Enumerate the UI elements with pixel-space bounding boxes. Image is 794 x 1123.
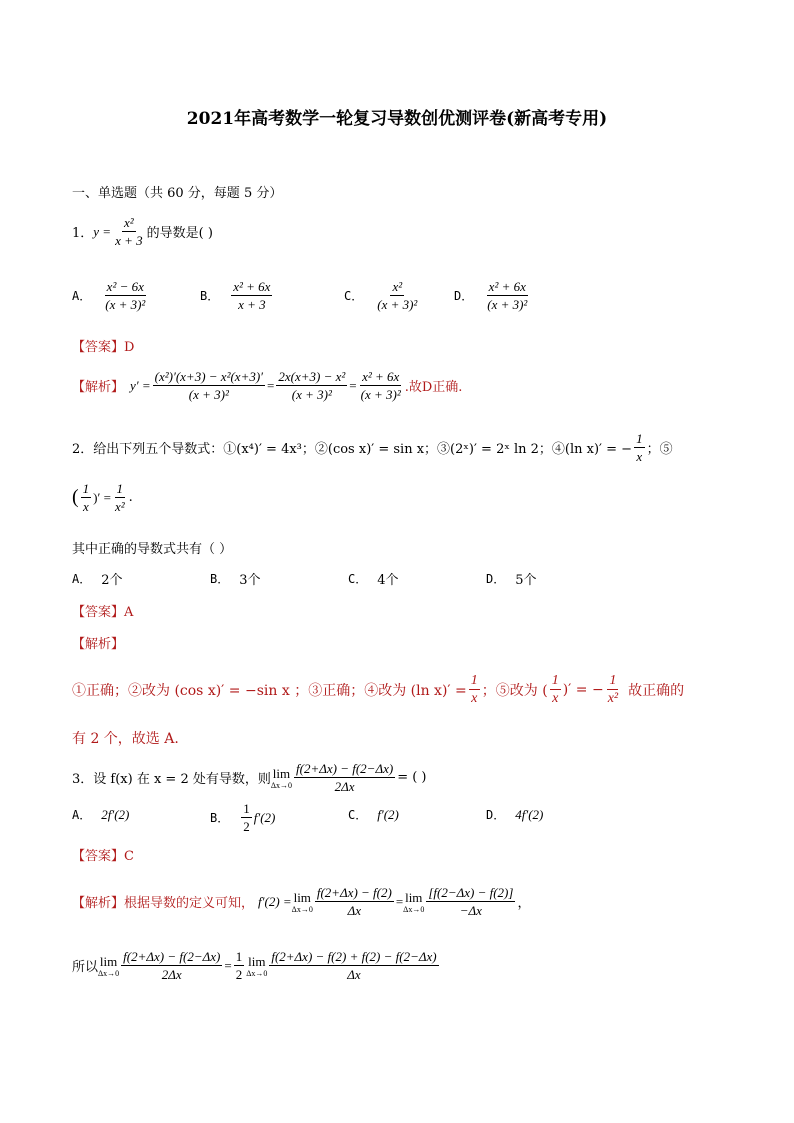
analysis-text: ①正确；②改为 (cos x)′ = −sin x ；③正确；④改为 (ln x)′ = [72,682,467,699]
lim-subscript: Δx→0 [291,904,313,914]
option-label: A． [72,572,92,586]
denominator: 2 [243,819,250,834]
analysis-tail: .故D正确. [404,380,463,395]
option-label: D． [486,572,506,586]
q1-option-b[interactable] [200,278,274,313]
question-3 [72,760,427,795]
denominator: x [552,691,559,706]
answer-value: A [124,605,134,620]
analysis-fraction-1 [315,884,394,919]
numerator: 1 [235,949,243,964]
so-text: 所以 [72,960,99,975]
analysis-fraction-3 [359,368,403,403]
numerator: f(2+Δx) − f(2−Δx) [123,949,221,964]
numerator: x² + 6x [362,369,400,384]
q2-analysis-line-2: 有 2 个，故选 A. [72,731,179,747]
analysis-label: 【解析】 [72,380,125,395]
answer-value: C [124,849,134,864]
q2-analysis-line-1 [72,672,684,707]
option-label: A． [72,289,92,303]
q2-mid: )′ = [93,489,111,505]
option-label: B． [200,289,220,303]
q1-option-c[interactable] [344,278,421,313]
analysis-fraction-2 [276,368,347,403]
equals: = [224,957,232,973]
option-text: f′(2) [253,809,276,825]
limit-operator [403,890,424,914]
numerator: 1 [470,673,478,688]
numerator: [f(2−Δx) − f(2)] [428,885,514,900]
option-text: 3个 [239,573,261,588]
option-numerator: x² [392,279,403,294]
q2-fraction [634,430,645,465]
option-label: B． [210,572,230,586]
option-label: C． [348,808,368,822]
lim-subscript: Δx→0 [246,968,268,978]
denominator: x² [607,691,619,706]
numerator: (x²)′(x+3) − x²(x+3)′ [154,369,264,384]
limit-operator [246,954,267,978]
answer-label: 【答案】 [72,849,125,864]
option-fraction [231,278,272,313]
denominator: Δx [347,967,361,982]
q2-line1-end: ；⑤ [646,442,673,457]
sum-fraction-1 [121,948,222,983]
q3-fraction [294,760,395,795]
q1-answer [72,336,134,355]
q1-fraction [113,214,145,249]
q3-option-d[interactable] [486,806,543,823]
derivative-lhs: f′(2) = [258,893,292,909]
denominator: x [83,499,89,514]
q3-stem: 3．设 f(x) 在 x = 2 处有导数，则 [72,772,271,787]
denominator: x [636,449,643,464]
option-label: A． [72,808,92,822]
q1-option-a[interactable] [72,278,149,313]
numerator: f(2+Δx) − f(2) + f(2) − f(2−Δx) [271,949,437,964]
numerator: 1 [116,481,124,496]
option-numerator: x² − 6x [106,279,144,294]
analysis-label: 【解析】 [72,896,125,911]
answer-value: D [124,340,135,355]
analysis-lhs: y′ = [130,377,151,393]
numerator: 1 [609,673,617,688]
option-text: 2个 [101,573,123,588]
numerator: 1 [243,801,250,816]
q1-stem: 的导数是( ) [146,226,213,241]
q1-analysis: 【解析】 y′ = $\frac{\text{(x²)′(x+3) − x²(x+3)′}}{\text{(x + 3)²}}$ = $\frac{\text{2x(x+3) − x²}}{\text{(x + 3)²}}$ = $\frac{\text{x² + 6x}}{\text{(x + 3)²}}$ .故D正确. [72,369,463,402]
q2-line2-end: . [128,490,133,505]
q2-statements: 2．给出下列五个导数式：①(x⁴)′ = 4x³；②(cos x)′ = sin x；③(2ˣ)′ = 2ˣ ln 2；④(ln x)′ = − [72,442,633,457]
option-fraction [375,278,419,313]
q1-y-eq: y = [93,223,112,239]
denominator: Δx [347,903,362,918]
q1-option-d[interactable] [454,278,531,313]
lim-text: lim [405,889,423,905]
lim-text: lim [248,953,266,969]
q3-post: = ( ) [397,770,427,785]
limit-operator [98,954,119,978]
limit-operator [292,890,313,914]
option-fraction [241,800,252,835]
denominator: 2 [235,967,243,982]
option-denominator: x + 3 [238,297,266,312]
lim-subscript: Δx→0 [270,780,293,790]
q2-analysis-label: 【解析】 [72,637,125,652]
q2-option-c[interactable] [348,569,399,588]
answer-label: 【答案】 [72,340,125,355]
section-heading: 一、单选题（共 60 分，每题 5 分） [72,186,283,201]
numerator: 1 [636,431,643,446]
question-1 [72,214,213,249]
q1-denominator: x + 3 [115,233,143,248]
lim-text: lim [293,889,311,905]
option-fraction [485,278,529,313]
q2-option-d[interactable] [486,569,537,588]
option-numerator: x² + 6x [488,279,526,294]
analysis-fraction [469,672,480,707]
analysis-text: 故正确的 [628,682,685,699]
lim-subscript: Δx→0 [98,968,120,978]
analysis-text: 根据导数的定义可知， [124,896,255,911]
lim-text: lim [99,953,118,969]
denominator: (x + 3)² [291,387,332,402]
denominator: (x + 3)² [188,387,229,402]
lim-text: lim [272,765,291,781]
denominator: (x + 3)² [360,387,401,402]
q3-analysis-line-1: 【解析】 根据导数的定义可知， f′(2) = lim Δx→0 $\frac{f(2+\Delta x) - f(2)}{\Delta x}$ = lim Δx→0 $\frac{[f(2-\Delta x) - f(2)]}{-\Delta x}$ ， [72,885,531,918]
document-title: 2021年高考数学一轮复习导数创优测评卷(新高考专用) [186,109,608,129]
open-paren: ( [72,486,79,508]
analysis-fraction [606,672,620,707]
analysis-fraction-1 [153,368,265,403]
half-fraction [234,948,245,983]
denominator: x² [114,499,125,514]
question-2-line-1 [72,430,673,465]
sum-fraction-2 [269,948,438,983]
q2-option-b[interactable] [210,569,261,588]
analysis-fraction-2 [426,884,515,919]
numerator: 1 [551,673,559,688]
q3-option-a[interactable] [72,806,129,823]
numerator: f(2+Δx) − f(2) [316,885,392,900]
q3-option-c[interactable] [348,806,399,823]
option-text: 4f′(2) [515,806,544,822]
denominator: x [471,691,478,706]
numerator: 1 [82,481,90,496]
option-label: D． [486,808,506,822]
q2-result-fraction [113,480,127,515]
numerator: 2x(x+3) − x² [278,369,346,384]
q2-answer [72,601,133,620]
denominator: 2Δx [334,779,355,794]
option-text: 2f′(2) [101,806,130,822]
question-2-line-2 [72,480,133,515]
q2-inner-fraction [81,480,92,515]
q1-numerator: x² [124,215,134,230]
option-text: 5个 [515,573,537,588]
q1-number: 1． [72,226,94,241]
option-fraction [103,278,147,313]
option-text: 4个 [377,573,399,588]
option-numerator: x² + 6x [233,279,271,294]
limit-operator [271,766,292,790]
denominator: 2Δx [161,967,182,982]
q3-answer [72,845,134,864]
analysis-end: ， [517,896,531,911]
option-denominator: (x + 3)² [377,297,418,312]
numerator: f(2+Δx) − f(2−Δx) [296,761,394,776]
option-label: B． [210,811,230,825]
lim-subscript: Δx→0 [403,904,425,914]
analysis-fraction [550,672,561,707]
answer-label: 【答案】 [72,605,125,620]
denominator: −Δx [459,903,482,918]
q2-stem: 其中正确的导数式共有（ ） [72,542,233,557]
analysis-text: ；⑤改为 ( [481,682,548,699]
option-label: C． [348,572,368,586]
option-label: C． [344,289,364,303]
option-label: D． [454,289,474,303]
analysis-text: )′ = − [562,681,604,698]
q3-option-b[interactable] [210,800,275,835]
q3-analysis-line-2 [72,948,441,983]
q2-option-a[interactable] [72,569,123,588]
option-denominator: (x + 3)² [105,297,146,312]
option-text: f′(2) [377,806,399,822]
option-denominator: (x + 3)² [487,297,528,312]
